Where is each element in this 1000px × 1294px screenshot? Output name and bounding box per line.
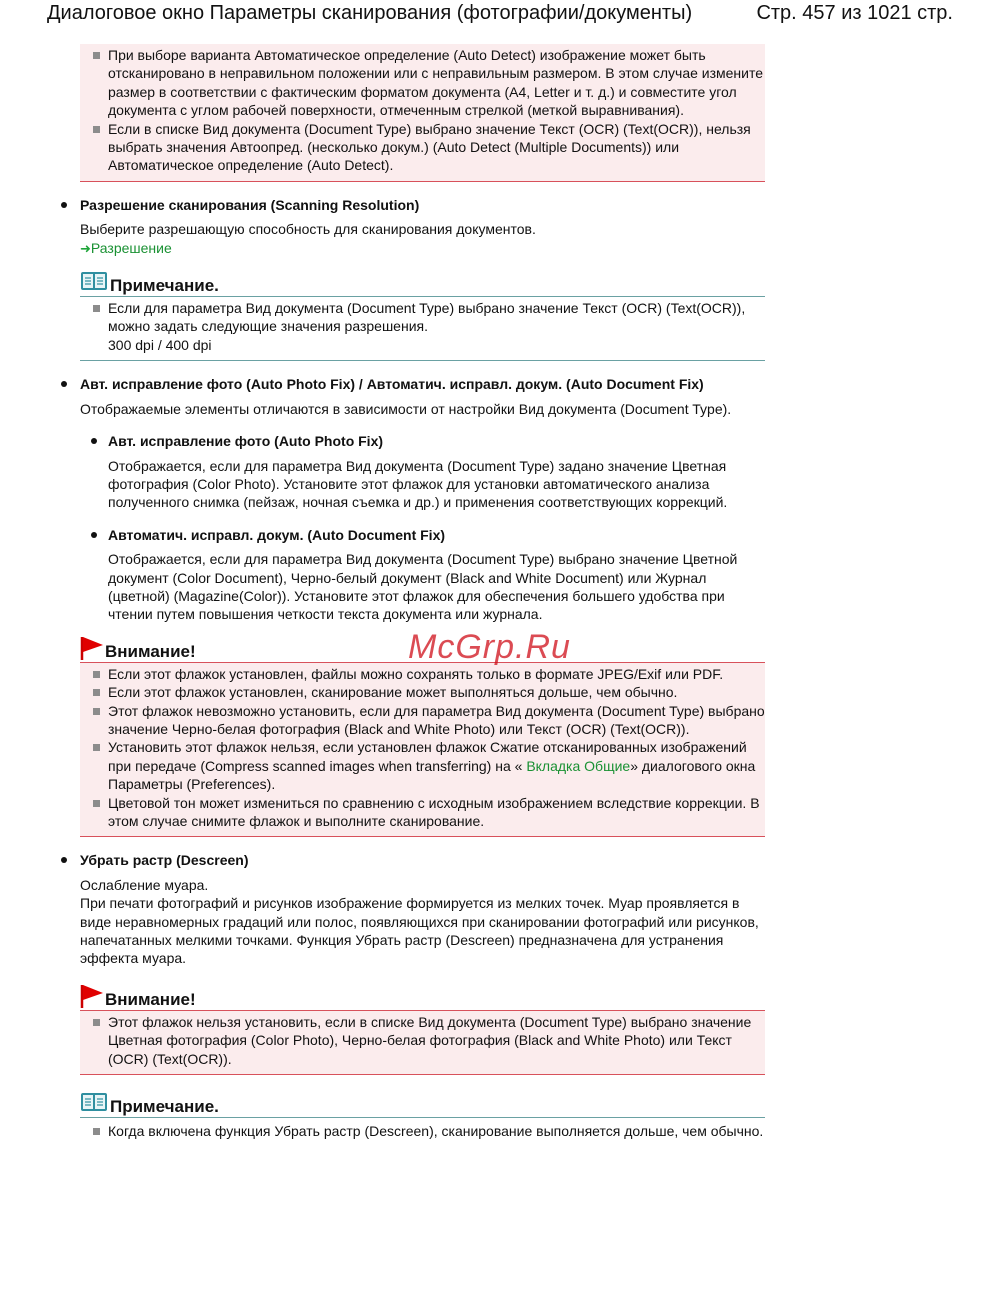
page-header [0, 0, 1000, 30]
list-item: Когда включена функция Убрать растр (Descreen), сканирование выполняется дольше, чем обычно. [80, 1122, 765, 1140]
attention-text: Установить этот флажок нельзя, если установлен флажок Сжатие отсканированных изображений при передаче (Compress scanned images when transferring) на « [108, 739, 747, 774]
book-icon [80, 1091, 108, 1119]
descreen-text [80, 876, 765, 968]
note-box-1 [80, 297, 765, 361]
note-heading-2 [80, 1093, 765, 1118]
document-fix-text: Отображается, если для параметра Вид документа (Document Type) выбрано значение Цветной документ (Color Document), Черно-белый документ (Black and White Document) или Журнал (цветной) (Magazine(Color)). Установите этот флажок для обеспечения большего удобства при чтении путем повышения четкости текста документа или журнала. [108, 551, 738, 623]
page-indicator: Стр. 457 из 1021 стр. [756, 2, 953, 24]
document-body [60, 44, 765, 1140]
note-values: 300 dpi / 400 dpi [108, 336, 212, 353]
resolution-text: Выберите разрешающую способность для сканирования документов. [80, 221, 536, 238]
list-item [80, 299, 765, 354]
descreen-line-2: При печати фотографий и рисунков изображение формируется из мелких точек. Муар проявляется в виде неравномерных градаций или полос, появляющихся при сканировании фотографий или рисунков, напечатанных мелкими точками. Функция Убрать растр (Descreen) предназначена для устранения эффекта муара. [80, 895, 759, 967]
section-title-descreen: Убрать растр (Descreen) [60, 851, 765, 869]
attention-box-2 [80, 1011, 765, 1075]
resolution-link[interactable] [80, 239, 765, 258]
attention-box-1 [80, 663, 765, 838]
subsection-title-document-fix: Автоматич. исправл. докум. (Auto Document Fix) [60, 526, 765, 544]
descreen-line-1: Ослабление муара. [80, 876, 209, 893]
list-item: Если этот флажок установлен, сканирование может выполняться дольше, чем обычно. [80, 683, 765, 701]
red-flag-icon [80, 636, 104, 666]
list-item: Этот флажок невозможно установить, если для параметра Вид документа (Document Type) выбрано значение Черно-белая фотография (Black and White Photo) или Текст (OCR) (Text(OCR)). [80, 702, 765, 739]
attention-heading-label: Внимание! [105, 989, 196, 1009]
resolution-link-label[interactable]: Разрешение [90, 239, 172, 256]
note-box-2 [80, 1118, 765, 1140]
list-item: Если этот флажок установлен, файлы можно сохранять только в формате JPEG/Exif или PDF. [80, 665, 765, 683]
section-title-resolution: Разрешение сканирования (Scanning Resolution) [60, 196, 765, 214]
list-item: Если в списке Вид документа (Document Type) выбрано значение Текст (OCR) (Text(OCR)), нельзя выбрать значения Автоопред. (несколько докум.) (Auto Detect (Multiple Documents)) или Автоматическое определение (Auto Detect). [80, 120, 765, 175]
list-item [80, 738, 765, 793]
subsection-title-photo-fix: Авт. исправление фото (Auto Photo Fix) [60, 432, 765, 450]
note-text: Если для параметра Вид документа (Document Type) выбрано значение Текст (OCR) (Text(OCR)), можно задать следующие значения разрешения. [108, 300, 746, 335]
attention-heading-2 [80, 986, 765, 1011]
general-tab-link[interactable]: Вкладка Общие [526, 757, 631, 774]
arrow-right-icon: ➜ [80, 240, 91, 256]
autofix-text: Отображаемые элементы отличаются в зависимости от настройки Вид документа (Document Type). [80, 400, 732, 417]
list-item: Цветовой тон может измениться по сравнению с исходным изображением вследствие коррекции. В этом случае снимите флажок и выполните сканирование. [80, 794, 765, 831]
section-title-autofix: Авт. исправление фото (Auto Photo Fix) / Автоматич. исправл. докум. (Auto Document Fix) [60, 375, 765, 393]
document-title: Диалоговое окно Параметры сканирования (фотографии/документы) [47, 2, 693, 24]
list-item: Этот флажок нельзя установить, если в списке Вид документа (Document Type) выбрано значение Цветная фотография (Color Photo), Черно-белая фотография (Black and White Photo) или Текст (OCR) (Text(OCR)). [80, 1013, 765, 1068]
top-attention-box [80, 44, 765, 182]
red-flag-icon [80, 984, 104, 1014]
attention-heading-label: Внимание! [105, 641, 196, 661]
attention-text: » диалогового окна Параметры (Preferences). [108, 757, 756, 793]
book-icon [80, 270, 108, 298]
note-heading-label: Примечание. [110, 1097, 219, 1117]
watermark: McGrp.Ru [408, 628, 571, 666]
photo-fix-text: Отображается, если для параметра Вид документа (Document Type) задано значение Цветная фотография (Color Photo). Установите этот флажок для установки автоматического анализа полученного снимка (пейзаж, ночная съемка и др.) и применения соответствующих коррекций. [108, 457, 728, 511]
note-heading-label: Примечание. [110, 276, 219, 296]
note-heading-1 [80, 272, 765, 297]
list-item: При выборе варианта Автоматическое определение (Auto Detect) изображение может быть отсканировано в неправильном положении или с неправильным размером. В этом случае измените размер в соответствии с фактическим форматом документа (A4, Letter и т. д.) и совместите угол документа с углом рабочей поверхности, отмеченным стрелкой (меткой выравнивания). [80, 46, 765, 120]
